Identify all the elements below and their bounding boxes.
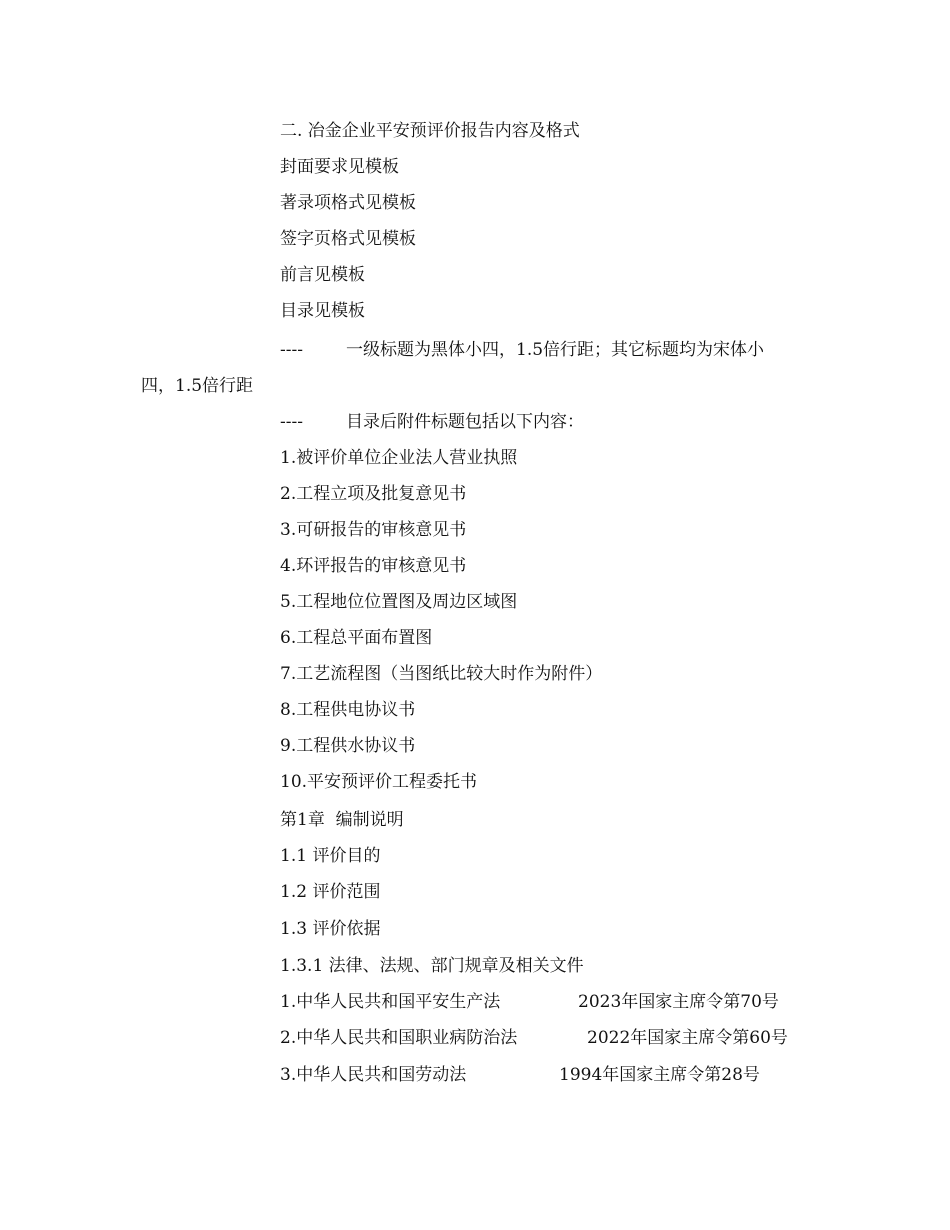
subsection-heading: 1.3.1 法律、法规、部门规章及相关文件 [280, 956, 584, 976]
section-heading: 1.2 评价范围 [280, 882, 381, 902]
attachment-item: 3.可研报告的审核意见书 [280, 520, 467, 540]
attachment-item: 6.工程总平面布置图 [280, 628, 433, 648]
section-heading: 1.1 评价目的 [280, 846, 381, 866]
item-toc: 目录见模板 [280, 301, 365, 321]
item-preface: 前言见模板 [280, 265, 365, 285]
attachment-item: 4.环评报告的审核意见书 [280, 556, 467, 576]
law-title: 3.中华人民共和国劳动法 [280, 1065, 467, 1085]
section-title: 二. 冶金企业平安预评价报告内容及格式 [280, 121, 580, 141]
law-entry [280, 991, 779, 1013]
note-dash: ---- [280, 412, 303, 432]
note-continuation: 四，1.5倍行距 [141, 376, 254, 396]
law-decree: 2022年国家主席令第60号 [587, 1028, 788, 1048]
law-title: 2.中华人民共和国职业病防治法 [280, 1028, 518, 1048]
attachment-item: 5.工程地位位置图及周边区域图 [280, 592, 518, 612]
chapter-title: 第1章 编制说明 [280, 810, 404, 830]
item-cover: 封面要求见模板 [280, 157, 399, 177]
attachment-item: 10.平安预评价工程委托书 [280, 772, 478, 792]
attachment-item: 7.工艺流程图（当图纸比较大时作为附件） [280, 664, 603, 684]
attachment-item: 2.工程立项及批复意见书 [280, 484, 467, 504]
law-entry [280, 1064, 760, 1086]
note-text: 一级标题为黑体小四，1.5倍行距；其它标题均为宋体小 [346, 340, 765, 360]
note-attachments [280, 411, 584, 433]
attachment-item: 1.被评价单位企业法人营业执照 [280, 448, 518, 468]
attachment-item: 8.工程供电协议书 [280, 700, 416, 720]
item-signature-page: 签字页格式见模板 [280, 229, 416, 249]
item-catalog-format: 著录项格式见模板 [280, 193, 416, 213]
note-heading-format [280, 339, 764, 361]
note-text: 目录后附件标题包括以下内容： [346, 412, 584, 432]
law-entry [280, 1027, 788, 1049]
law-decree: 1994年国家主席令第28号 [559, 1065, 760, 1085]
law-title: 1.中华人民共和国平安生产法 [280, 992, 501, 1012]
law-decree: 2023年国家主席令第70号 [578, 992, 779, 1012]
note-dash: ---- [280, 340, 303, 360]
attachment-item: 9.工程供水协议书 [280, 736, 416, 756]
section-heading: 1.3 评价依据 [280, 919, 381, 939]
